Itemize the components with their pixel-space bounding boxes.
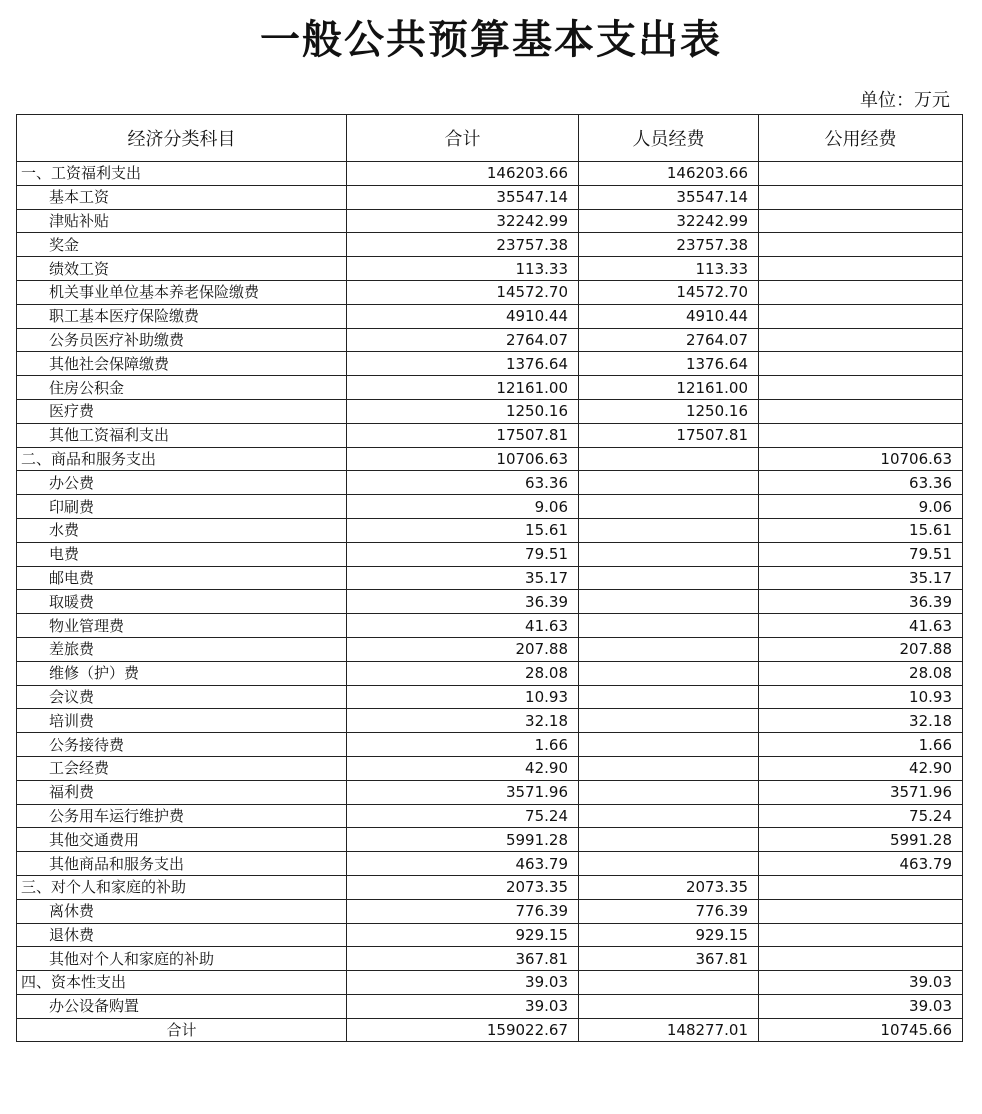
table-row (17, 590, 963, 614)
row-personnel: 367.81 (579, 947, 759, 971)
header-total: 合计 (347, 115, 579, 162)
row-personnel (579, 685, 759, 709)
row-personnel (579, 804, 759, 828)
row-personnel: 2073.35 (579, 875, 759, 899)
row-total: 4910.44 (347, 304, 579, 328)
table-row (17, 923, 963, 947)
row-total: 3571.96 (347, 780, 579, 804)
table-row (17, 233, 963, 257)
row-total: 2073.35 (347, 875, 579, 899)
row-personnel (579, 637, 759, 661)
table-row (17, 614, 963, 638)
total-total: 159022.67 (347, 1018, 579, 1042)
row-total: 463.79 (347, 852, 579, 876)
table-row (17, 495, 963, 519)
table-row (17, 947, 963, 971)
row-public: 42.90 (759, 756, 963, 780)
row-category: 基本工资 (17, 185, 347, 209)
row-total: 63.36 (347, 471, 579, 495)
row-total: 39.03 (347, 994, 579, 1018)
row-public (759, 399, 963, 423)
row-personnel: 32242.99 (579, 209, 759, 233)
row-total: 1376.64 (347, 352, 579, 376)
table-row (17, 971, 963, 995)
table-row (17, 328, 963, 352)
row-public (759, 304, 963, 328)
row-category: 会议费 (17, 685, 347, 709)
row-personnel (579, 614, 759, 638)
row-total: 32.18 (347, 709, 579, 733)
row-total: 5991.28 (347, 828, 579, 852)
row-total: 32242.99 (347, 209, 579, 233)
row-total: 42.90 (347, 756, 579, 780)
row-category: 机关事业单位基本养老保险缴费 (17, 280, 347, 304)
header-category: 经济分类科目 (17, 115, 347, 162)
row-public: 41.63 (759, 614, 963, 638)
table-row (17, 447, 963, 471)
row-category: 邮电费 (17, 566, 347, 590)
row-personnel: 113.33 (579, 257, 759, 281)
table-row (17, 566, 963, 590)
row-category: 其他对个人和家庭的补助 (17, 947, 347, 971)
row-total: 75.24 (347, 804, 579, 828)
row-total: 10.93 (347, 685, 579, 709)
row-public: 75.24 (759, 804, 963, 828)
row-category: 福利费 (17, 780, 347, 804)
row-personnel (579, 471, 759, 495)
row-public (759, 352, 963, 376)
table-row (17, 209, 963, 233)
row-personnel: 146203.66 (579, 162, 759, 186)
row-category: 其他商品和服务支出 (17, 852, 347, 876)
row-public: 36.39 (759, 590, 963, 614)
row-personnel (579, 495, 759, 519)
row-total: 146203.66 (347, 162, 579, 186)
row-total: 14572.70 (347, 280, 579, 304)
table-row (17, 518, 963, 542)
row-category: 医疗费 (17, 399, 347, 423)
table-row (17, 399, 963, 423)
row-total: 28.08 (347, 661, 579, 685)
row-category: 绩效工资 (17, 257, 347, 281)
table-row (17, 994, 963, 1018)
table-row (17, 852, 963, 876)
row-category: 办公费 (17, 471, 347, 495)
row-total: 929.15 (347, 923, 579, 947)
row-public (759, 209, 963, 233)
row-personnel: 35547.14 (579, 185, 759, 209)
row-total: 35547.14 (347, 185, 579, 209)
row-personnel (579, 566, 759, 590)
row-category: 一、工资福利支出 (17, 162, 347, 186)
row-public: 39.03 (759, 971, 963, 995)
table-row (17, 542, 963, 566)
row-public: 3571.96 (759, 780, 963, 804)
row-public (759, 423, 963, 447)
row-category: 差旅费 (17, 637, 347, 661)
table-row (17, 376, 963, 400)
row-category: 工会经费 (17, 756, 347, 780)
row-category: 电费 (17, 542, 347, 566)
row-category: 取暖费 (17, 590, 347, 614)
row-public: 1.66 (759, 733, 963, 757)
row-public: 9.06 (759, 495, 963, 519)
table-row (17, 280, 963, 304)
row-category: 津贴补贴 (17, 209, 347, 233)
row-personnel (579, 756, 759, 780)
row-personnel: 1376.64 (579, 352, 759, 376)
table-row (17, 352, 963, 376)
row-category: 物业管理费 (17, 614, 347, 638)
total-row (17, 1018, 963, 1042)
row-total: 41.63 (347, 614, 579, 638)
row-public (759, 280, 963, 304)
total-label: 合计 (17, 1018, 347, 1042)
table-row (17, 875, 963, 899)
row-public: 10706.63 (759, 447, 963, 471)
row-personnel: 12161.00 (579, 376, 759, 400)
row-public: 207.88 (759, 637, 963, 661)
row-personnel (579, 828, 759, 852)
row-category: 公务用车运行维护费 (17, 804, 347, 828)
row-public: 463.79 (759, 852, 963, 876)
row-personnel: 17507.81 (579, 423, 759, 447)
row-total: 1.66 (347, 733, 579, 757)
row-public (759, 875, 963, 899)
table-row (17, 423, 963, 447)
row-personnel: 1250.16 (579, 399, 759, 423)
budget-table (16, 114, 963, 1042)
table-row (17, 471, 963, 495)
table-header-row (17, 115, 963, 162)
row-category: 退休费 (17, 923, 347, 947)
row-total: 10706.63 (347, 447, 579, 471)
row-public: 28.08 (759, 661, 963, 685)
row-personnel (579, 971, 759, 995)
row-personnel (579, 994, 759, 1018)
row-public (759, 185, 963, 209)
row-personnel: 2764.07 (579, 328, 759, 352)
row-personnel: 14572.70 (579, 280, 759, 304)
row-personnel (579, 590, 759, 614)
row-total: 17507.81 (347, 423, 579, 447)
row-category: 培训费 (17, 709, 347, 733)
row-total: 776.39 (347, 899, 579, 923)
row-public: 5991.28 (759, 828, 963, 852)
row-category: 办公设备购置 (17, 994, 347, 1018)
row-category: 印刷费 (17, 495, 347, 519)
table-row (17, 709, 963, 733)
row-public (759, 233, 963, 257)
row-personnel: 929.15 (579, 923, 759, 947)
table-row (17, 780, 963, 804)
total-public: 10745.66 (759, 1018, 963, 1042)
total-personnel: 148277.01 (579, 1018, 759, 1042)
row-total: 2764.07 (347, 328, 579, 352)
table-row (17, 185, 963, 209)
header-public: 公用经费 (759, 115, 963, 162)
row-category: 维修（护）费 (17, 661, 347, 685)
row-category: 住房公积金 (17, 376, 347, 400)
row-public: 32.18 (759, 709, 963, 733)
row-public: 35.17 (759, 566, 963, 590)
row-public: 63.36 (759, 471, 963, 495)
row-personnel (579, 709, 759, 733)
row-public (759, 162, 963, 186)
row-total: 367.81 (347, 947, 579, 971)
table-row (17, 899, 963, 923)
row-total: 23757.38 (347, 233, 579, 257)
row-public (759, 257, 963, 281)
row-personnel (579, 733, 759, 757)
row-category: 其他交通费用 (17, 828, 347, 852)
row-personnel: 4910.44 (579, 304, 759, 328)
row-public (759, 899, 963, 923)
row-personnel (579, 852, 759, 876)
row-category: 离休费 (17, 899, 347, 923)
row-personnel: 23757.38 (579, 233, 759, 257)
row-category: 奖金 (17, 233, 347, 257)
row-public: 15.61 (759, 518, 963, 542)
row-total: 207.88 (347, 637, 579, 661)
row-personnel (579, 780, 759, 804)
unit-label: 单位：万元 (860, 90, 950, 111)
row-personnel (579, 542, 759, 566)
table-row (17, 661, 963, 685)
row-personnel (579, 518, 759, 542)
row-total: 113.33 (347, 257, 579, 281)
row-public (759, 923, 963, 947)
table-row (17, 733, 963, 757)
row-total: 35.17 (347, 566, 579, 590)
row-category: 其他社会保障缴费 (17, 352, 347, 376)
row-category: 其他工资福利支出 (17, 423, 347, 447)
row-category: 职工基本医疗保险缴费 (17, 304, 347, 328)
row-category: 水费 (17, 518, 347, 542)
row-total: 12161.00 (347, 376, 579, 400)
row-personnel (579, 661, 759, 685)
row-category: 二、商品和服务支出 (17, 447, 347, 471)
row-total: 36.39 (347, 590, 579, 614)
row-public: 39.03 (759, 994, 963, 1018)
row-total: 15.61 (347, 518, 579, 542)
row-category: 三、对个人和家庭的补助 (17, 875, 347, 899)
page-title: 一般公共预算基本支出表 (260, 16, 722, 63)
row-public (759, 328, 963, 352)
row-total: 79.51 (347, 542, 579, 566)
table-row (17, 804, 963, 828)
row-public: 79.51 (759, 542, 963, 566)
table-row (17, 756, 963, 780)
row-public (759, 947, 963, 971)
row-total: 39.03 (347, 971, 579, 995)
header-personnel: 人员经费 (579, 115, 759, 162)
table-row (17, 637, 963, 661)
table-row (17, 828, 963, 852)
table-body (17, 162, 963, 1042)
table-row (17, 685, 963, 709)
row-public (759, 376, 963, 400)
row-category: 四、资本性支出 (17, 971, 347, 995)
row-public: 10.93 (759, 685, 963, 709)
row-category: 公务接待费 (17, 733, 347, 757)
row-personnel: 776.39 (579, 899, 759, 923)
row-total: 9.06 (347, 495, 579, 519)
row-personnel (579, 447, 759, 471)
table-row (17, 162, 963, 186)
table-row (17, 257, 963, 281)
row-category: 公务员医疗补助缴费 (17, 328, 347, 352)
row-total: 1250.16 (347, 399, 579, 423)
table-row (17, 304, 963, 328)
